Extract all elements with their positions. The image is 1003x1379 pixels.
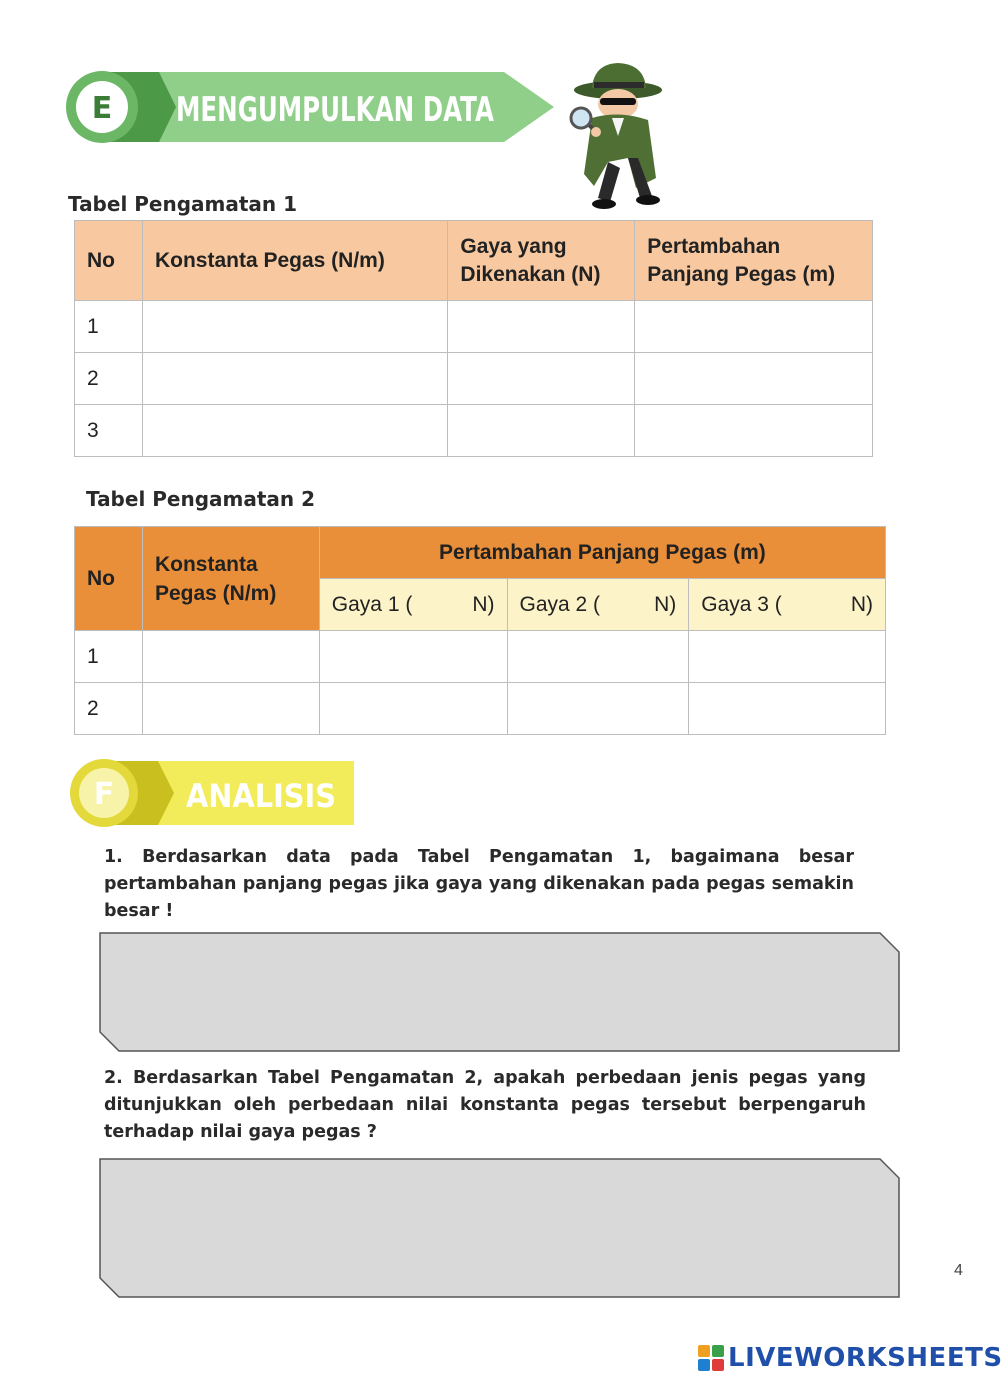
table1-konstanta-cell[interactable]	[142, 353, 447, 405]
table1-header-pertambahan: Pertambahan Panjang Pegas (m)	[635, 221, 873, 301]
table2-konstanta-cell[interactable]	[142, 631, 319, 683]
table2-title: Tabel Pengamatan 2	[86, 487, 316, 511]
section-f-letter: F	[93, 777, 115, 812]
table1-gaya-cell[interactable]	[448, 301, 635, 353]
table1-row-number: 1	[75, 301, 143, 353]
table2-gaya3-cell[interactable]	[689, 683, 886, 735]
table2-gaya2-cell[interactable]	[507, 631, 689, 683]
table2-header-gaya-3: Gaya 3 ( N)	[689, 579, 886, 631]
table2-header-row	[75, 527, 886, 579]
table1-row-number: 3	[75, 405, 143, 457]
table1-header-row	[75, 221, 873, 301]
answer-box-2[interactable]	[99, 1158, 901, 1298]
table-row	[75, 631, 886, 683]
table2-row-number: 1	[75, 631, 143, 683]
page-number: 4	[954, 1262, 963, 1279]
table1-pertambahan-cell[interactable]	[635, 405, 873, 457]
table-row	[75, 353, 873, 405]
table2-gaya1-cell[interactable]	[319, 683, 507, 735]
table2-gaya1-cell[interactable]	[319, 631, 507, 683]
section-e-letter: E	[91, 91, 113, 126]
detective-illustration	[568, 58, 678, 214]
table2-gaya3-cell[interactable]	[689, 631, 886, 683]
observation-table-2	[74, 526, 886, 735]
table2-header-gaya-2: Gaya 2 ( N)	[507, 579, 689, 631]
table1-header-gaya: Gaya yang Dikenakan (N)	[448, 221, 635, 301]
table1-gaya-cell[interactable]	[448, 405, 635, 457]
question-1: 1. Berdasarkan data pada Tabel Pengamatan 1, bagaimana besar pertambahan panjang pegas jika gaya yang dikenakan pada pegas semakin besar !	[104, 847, 854, 921]
table1-pertambahan-cell[interactable]	[635, 353, 873, 405]
table1-gaya-cell[interactable]	[448, 353, 635, 405]
section-e-title: MENGUMPULKAN DATA	[176, 90, 495, 130]
liveworksheets-logo	[698, 1343, 1003, 1373]
section-f-banner	[66, 755, 356, 831]
table1-pertambahan-cell[interactable]	[635, 301, 873, 353]
liveworksheets-brand: LIVEWORKSHEETS	[728, 1343, 1003, 1373]
table2-header-gaya-1: Gaya 1 ( N)	[319, 579, 507, 631]
table1-title: Tabel Pengamatan 1	[68, 192, 298, 216]
table2-row-number: 2	[75, 683, 143, 735]
table1-header-konstanta: Konstanta Pegas (N/m)	[142, 221, 447, 301]
table2-gaya2-cell[interactable]	[507, 683, 689, 735]
table2-header-no: No	[75, 527, 143, 631]
table1-konstanta-cell[interactable]	[142, 301, 447, 353]
table-row	[75, 301, 873, 353]
table2-header-konstanta: Konstanta Pegas (N/m)	[142, 527, 319, 631]
section-f-title: ANALISIS	[186, 777, 336, 815]
question-2: 2. Berdasarkan Tabel Pengamatan 2, apakah perbedaan jenis pegas yang ditunjukkan oleh perbedaan nilai konstanta pegas tersebut berpengaruh terhadap nilai gaya pegas ?	[104, 1068, 866, 1142]
table2-konstanta-cell[interactable]	[142, 683, 319, 735]
liveworksheets-grid-icon	[698, 1345, 724, 1371]
section-e-banner	[64, 68, 556, 146]
table-row	[75, 683, 886, 735]
table1-header-no: No	[75, 221, 143, 301]
table-row	[75, 405, 873, 457]
observation-table-1	[74, 220, 873, 457]
answer-box-1[interactable]	[99, 932, 901, 1052]
table1-konstanta-cell[interactable]	[142, 405, 447, 457]
table1-row-number: 2	[75, 353, 143, 405]
table2-header-pertambahan: Pertambahan Panjang Pegas (m)	[319, 527, 885, 579]
